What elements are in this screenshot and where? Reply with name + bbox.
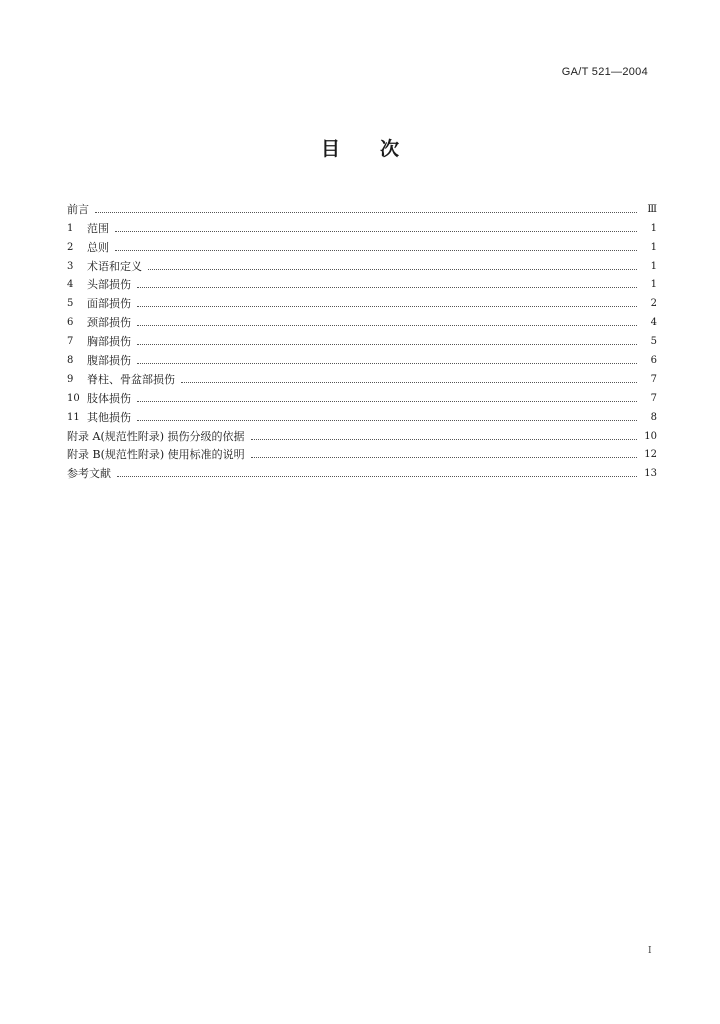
toc-entry[interactable]: [67, 424, 657, 443]
toc-entry-number: 10: [67, 392, 80, 404]
toc-entry-page: 12: [644, 449, 657, 461]
toc-entry-number: 8: [67, 355, 74, 367]
toc-entry-page: 10: [644, 430, 657, 442]
toc-entry-page: 6: [650, 355, 657, 367]
toc-entry-number: 4: [67, 279, 74, 291]
toc-entry-page: 13: [644, 468, 657, 480]
toc-entry-page: 1: [650, 241, 657, 253]
toc-heading-char-1: 目: [320, 138, 340, 160]
toc-entry-label: 面部损伤: [87, 297, 131, 311]
toc-entry[interactable]: [67, 329, 657, 348]
toc-entry-page: 4: [650, 317, 657, 329]
leader-dots: [95, 211, 637, 213]
table-of-contents: [67, 197, 657, 480]
toc-entry-label: 头部损伤: [87, 278, 131, 292]
toc-entry-label: 腹部损伤: [87, 354, 131, 368]
toc-entry-label: 范围: [87, 221, 109, 235]
toc-entry-page: 7: [650, 392, 657, 404]
toc-entry-number: 1: [67, 222, 74, 234]
toc-entry-label: 术语和定义: [87, 259, 142, 273]
toc-entry[interactable]: [67, 273, 657, 292]
toc-entry-page: 7: [650, 373, 657, 385]
toc-entry-number: 9: [67, 373, 74, 385]
leader-dots: [137, 400, 637, 402]
toc-entry-label: 前言: [67, 202, 89, 216]
toc-entry-page: 8: [650, 411, 657, 423]
toc-entry-label: 附录 B(规范性附录) 使用标准的说明: [67, 448, 245, 462]
leader-dots: [137, 286, 637, 288]
toc-entry[interactable]: [67, 216, 657, 235]
leader-dots: [115, 249, 637, 251]
leader-dots: [137, 419, 637, 421]
toc-entry-page: 2: [650, 298, 657, 310]
leader-dots: [148, 268, 637, 270]
toc-entry[interactable]: [67, 443, 657, 462]
toc-entry-label: 肢体损伤: [87, 391, 131, 405]
toc-heading-char-2: 次: [380, 138, 400, 160]
toc-entry-label: 脊柱、骨盆部损伤: [87, 372, 175, 386]
leader-dots: [137, 362, 637, 364]
toc-entry-label: 参考文献: [67, 467, 111, 481]
toc-entry-label: 总则: [87, 240, 109, 254]
toc-entry[interactable]: [67, 254, 657, 273]
page-number: Ⅰ: [648, 946, 652, 956]
toc-entry-label: 其他损伤: [87, 410, 131, 424]
toc-entry-number: 6: [67, 317, 74, 329]
toc-entry-page: Ⅲ: [647, 203, 657, 215]
toc-entry[interactable]: [67, 291, 657, 310]
toc-entry[interactable]: [67, 235, 657, 254]
toc-entry[interactable]: [67, 197, 657, 216]
toc-entry-page: 1: [650, 260, 657, 272]
leader-dots: [117, 475, 637, 477]
toc-entry-label: 附录 A(规范性附录) 损伤分级的依据: [67, 429, 245, 443]
leader-dots: [137, 343, 637, 345]
toc-entry-number: 11: [67, 411, 80, 423]
leader-dots: [115, 230, 637, 232]
toc-entry-page: 1: [650, 222, 657, 234]
toc-entry-number: 7: [67, 336, 74, 348]
toc-entry[interactable]: [67, 405, 657, 424]
toc-entry-page: 1: [650, 279, 657, 291]
leader-dots: [251, 456, 637, 458]
document-code: GA/T 521—2004: [561, 66, 648, 78]
toc-entry[interactable]: [67, 461, 657, 480]
toc-entry-label: 颈部损伤: [87, 316, 131, 330]
leader-dots: [251, 438, 637, 440]
toc-entry-page: 5: [650, 336, 657, 348]
toc-entry[interactable]: [67, 367, 657, 386]
toc-entry-label: 胸部损伤: [87, 335, 131, 349]
toc-entry[interactable]: [67, 310, 657, 329]
leader-dots: [137, 305, 637, 307]
toc-entry[interactable]: [67, 348, 657, 367]
leader-dots: [137, 324, 637, 326]
toc-entry[interactable]: [67, 386, 657, 405]
toc-entry-number: 5: [67, 298, 74, 310]
leader-dots: [181, 381, 637, 383]
toc-entry-number: 2: [67, 241, 74, 253]
toc-heading: [0, 134, 720, 161]
toc-entry-number: 3: [67, 260, 74, 272]
